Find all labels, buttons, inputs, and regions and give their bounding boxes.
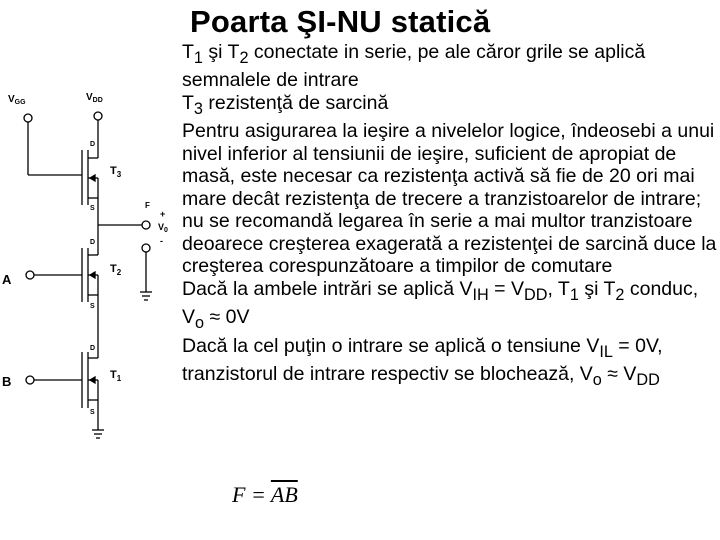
transistor-t2 bbox=[82, 248, 98, 342]
vgg-label: $V_{GG}$ bbox=[8, 94, 26, 106]
output-v-label: $V_0$ bbox=[158, 222, 168, 234]
bullet-text: = 0V, tranzistorul de intrare respectiv se blochează, V bbox=[182, 334, 663, 385]
input-b-label: B bbox=[2, 374, 12, 389]
bullet-subscript: IL bbox=[599, 342, 613, 361]
vdd-terminal bbox=[94, 112, 102, 120]
slide-title: Poarta ŞI-NU statică bbox=[190, 4, 491, 39]
output-minus-label: - bbox=[160, 236, 163, 246]
bullet-text: ≈ V bbox=[601, 362, 637, 385]
output-plus-label: + bbox=[160, 209, 166, 219]
bullet-subscript: 1 bbox=[193, 48, 203, 67]
bullet-subscript: 1 bbox=[569, 285, 579, 304]
bullet-item bbox=[182, 278, 718, 335]
t2-source-label: S bbox=[90, 303, 95, 310]
t2-drain-label: D bbox=[90, 239, 96, 246]
bullet-text: rezistenţă de sarcină bbox=[202, 91, 389, 114]
bullet-text: conduc, V bbox=[182, 277, 699, 329]
bullet-subscript: 2 bbox=[239, 48, 249, 67]
input-a-terminal bbox=[26, 271, 34, 279]
bullet-subscript: DD bbox=[523, 285, 548, 304]
t2-label: $T_2$ bbox=[110, 263, 122, 277]
bullet-text: şi T bbox=[202, 41, 240, 63]
t1-label: $T_1$ bbox=[110, 369, 122, 383]
bullet-subscript: 2 bbox=[615, 285, 625, 304]
bullet-text: Pentru asigurarea la ieşire a nivelelor logice, îndeosebi a unui nivel inferior al tensiunii de ieşire, suficient de apropiat de masă, este necesar ca rezistenţa activă să fie de 20 ori mai mare decât rezistenţa de trecere a tranzistoarelor de intrare; nu se recomandă legarea în serie a mai multor tranzistoare deoarece creşterea exagerată a rezistenţei de sarcină duce la creşterea corespunzătoare a timpilor de comutare bbox=[182, 120, 717, 278]
input-a-label: A bbox=[2, 272, 12, 287]
t1-source-label: S bbox=[90, 409, 95, 416]
bullet-subscript: o bbox=[195, 314, 205, 333]
output-ground-terminal bbox=[142, 244, 150, 252]
bullet-item bbox=[182, 92, 718, 120]
vdd-label: $V_{DD}$ bbox=[86, 92, 103, 104]
input-b-terminal bbox=[26, 376, 34, 384]
transistor-t1 bbox=[82, 342, 98, 430]
bullet-text: ≈ 0V bbox=[204, 306, 250, 329]
formula bbox=[232, 482, 298, 508]
output-terminal bbox=[142, 221, 150, 229]
bullet-text: şi T bbox=[578, 277, 616, 300]
formula-lhs: F = bbox=[232, 482, 271, 507]
bullet-text: T bbox=[182, 91, 194, 114]
bullet-text: Dacă la ambele intrări se aplică V bbox=[182, 277, 473, 300]
bullet-text: T bbox=[182, 41, 194, 63]
bullet-subscript: DD bbox=[636, 370, 660, 389]
bullet-text: , T bbox=[547, 277, 570, 300]
transistor-t3 bbox=[82, 150, 98, 225]
bullet-item bbox=[182, 120, 718, 278]
bullet-item bbox=[182, 335, 718, 392]
bullet-text: Dacă la cel puţin o intrare se aplică o tensiune V bbox=[182, 334, 600, 357]
bullet-subscript: IH bbox=[472, 285, 489, 304]
formula-rhs: $\overline{AB}$ bbox=[270, 482, 298, 507]
bullet-list bbox=[182, 41, 718, 391]
output-f-label: F bbox=[145, 201, 150, 210]
t1-drain-label: D bbox=[90, 345, 96, 352]
t3-drain-label: D bbox=[90, 141, 96, 148]
bullet-text: = V bbox=[488, 277, 524, 300]
bullet-subscript: 3 bbox=[193, 99, 203, 118]
vgg-terminal bbox=[24, 114, 32, 122]
t3-label: $T_3$ bbox=[110, 165, 122, 179]
bullet-item bbox=[182, 41, 718, 92]
nand-gate-circuit-diagram bbox=[0, 80, 180, 450]
t3-source-label: S bbox=[90, 205, 95, 212]
bullet-subscript: o bbox=[592, 370, 602, 389]
bullet-text: conectate in serie, pe ale căror grile se aplică semnalele de intrare bbox=[182, 41, 646, 92]
